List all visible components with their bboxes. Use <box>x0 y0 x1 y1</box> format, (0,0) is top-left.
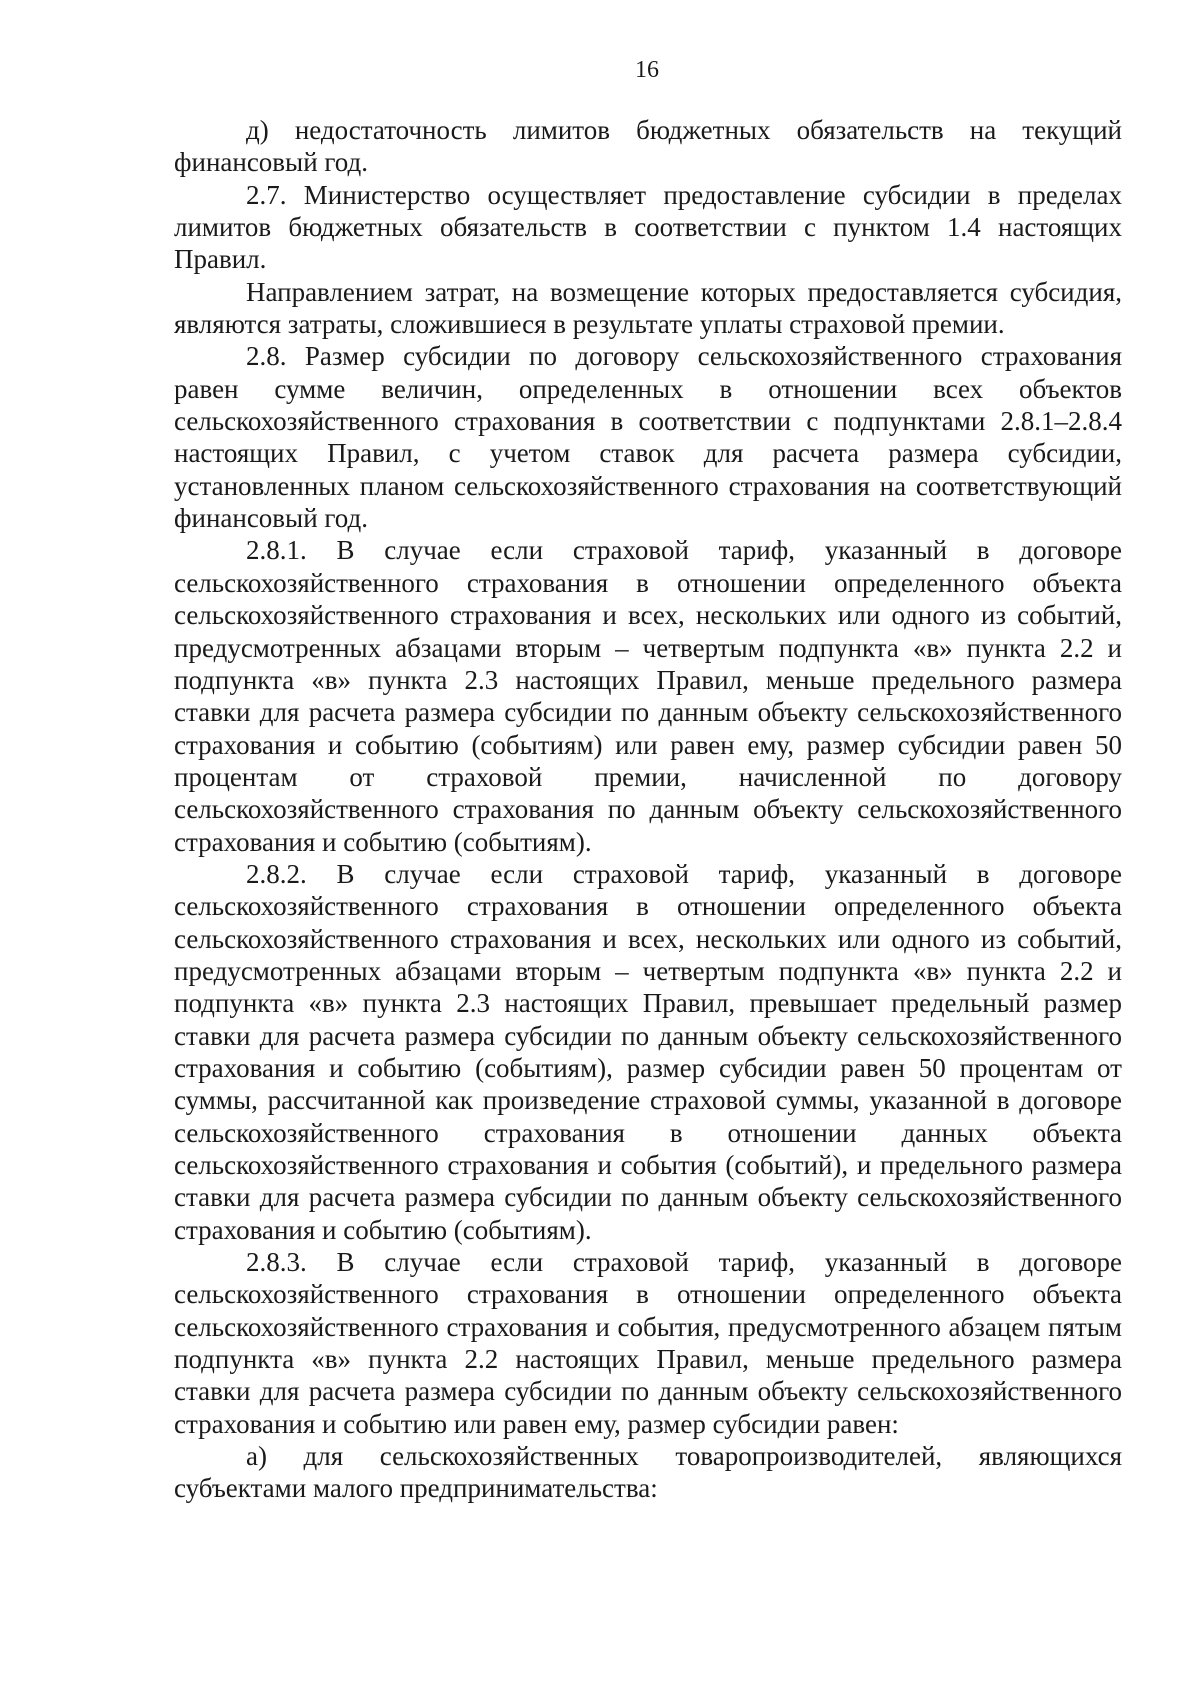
paragraph-2-7: 2.7. Министерство осуществляет предоставление субсидии в пределах лимитов бюджетных обязательств в соответствии с пунктом 1.4 настоящих Правил. <box>174 179 1122 275</box>
paragraph-cost-direction: Направлением затрат, на возмещение которых предоставляется субсидия, являются затраты, сложившиеся в результате уплаты страховой премии. <box>174 276 1122 340</box>
paragraph-2-8-1: 2.8.1. В случае если страховой тариф, указанный в договоре сельскохозяйственного страхования в отношении определенного объекта сельскохозяйственного страхования и всех, нескольких или одного из событий, предусмотренных абзацами вторым – четвертым подпункта «в» пункта 2.2 и подпункта «в» пункта 2.3 настоящих Правил, меньше предельного размера ставки для расчета размера субсидии по данным объекту сельскохозяйственного страхования и событию (событиям) или равен ему, размер субсидии равен 50 процентам от страховой премии, начисленной по договору сельскохозяйственного страхования по данным объекту сельскохозяйственного страхования и событию (событиям). <box>174 535 1122 857</box>
paragraph-2-8: 2.8. Размер субсидии по договору сельскохозяйственного страхования равен сумме величин, определенных в отношении всех объектов сельскохозяйственного страхования в соответствии с подпунктами 2.8.1–2.8.4 настоящих Правил, с учетом ставок для расчета размера субсидии, установленных планом сельскохозяйственного страхования на соответствующий финансовый год. <box>174 341 1122 534</box>
page-number: 16 <box>635 57 659 83</box>
paragraph-subitem-a: а) для сельскохозяйственных товаропроизводителей, являющихся субъектами малого предпринимательства: <box>174 1441 1122 1504</box>
paragraph-2-8-3: 2.8.3. В случае если страховой тариф, указанный в договоре сельскохозяйственного страхования в отношении определенного объекта сельскохозяйственного страхования и события, предусмотренного абзацем пятым подпункта «в» пункта 2.2 настоящих Правил, меньше предельного размера ставки для расчета размера субсидии по данным объекту сельскохозяйственного страхования и событию или равен ему, размер субсидии равен: <box>174 1247 1122 1439</box>
paragraph-subitem-d: д) недостаточность лимитов бюджетных обязательств на текущий финансовый год. <box>174 115 1122 178</box>
document-body <box>174 114 1122 1505</box>
paragraph-2-8-2: 2.8.2. В случае если страховой тариф, указанный в договоре сельскохозяйственного страхования в отношении определенного объекта сельскохозяйственного страхования и всех, нескольких или одного из событий, предусмотренных абзацами вторым – четвертым подпункта «в» пункта 2.2 и подпункта «в» пункта 2.3 настоящих Правил, превышает предельный размер ставки для расчета размера субсидии по данным объекту сельскохозяйственного страхования и событию (событиям), размер субсидии равен 50 процентам от суммы, рассчитанной как произведение страховой суммы, указанной в договоре сельскохозяйственного страхования в отношении данных объекта сельскохозяйственного страхования и события (событий), и предельного размера ставки для расчета размера субсидии по данным объекту сельскохозяйственного страхования и событию (событиям). <box>174 858 1122 1245</box>
